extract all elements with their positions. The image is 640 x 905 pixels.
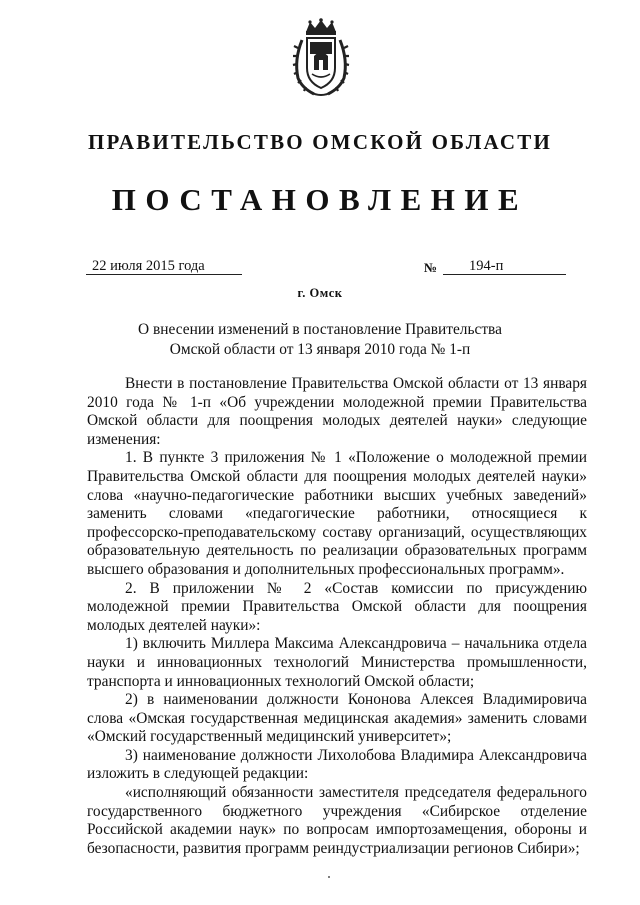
body-paragraph: 2. В приложении № 2 «Состав комиссии по присуждению молодежной премии Правительства Омской области для поощрения молодых деятелей науки»: — [87, 579, 587, 634]
body-paragraph: Внести в постановление Правительства Омской области от 13 января 2010 года № 1-п «Об учреждении молодежной премии Правительства Омской области для поощрения молодых деятелей науки» следующие изменения: — [87, 375, 587, 448]
document-kind: ПОСТАНОВЛЕНИЕ — [111, 182, 529, 217]
document-city: г. Омск — [297, 286, 343, 300]
body-paragraph: 2) в наименовании должности Кононова Алексея Владимировича слова «Омская государственная медицинская академия» заменить словами «Омский государственный медицинский университет»; — [87, 691, 587, 746]
document-number: 194-п — [443, 258, 566, 275]
number-label: № — [424, 260, 438, 275]
document-date: 22 июля 2015 года — [86, 258, 242, 275]
body-paragraph: 3) наименование должности Лихолобова Владимира Александровича изложить в следующей редакции: — [87, 746, 587, 783]
page-mark — [328, 876, 330, 878]
coat-of-arms-icon — [292, 18, 350, 98]
body-paragraph: 1) включить Миллера Максима Александровича – начальника отдела науки и инновационных технологий Министерства промышленности, транспорта и инновационных технологий Омской области; — [87, 635, 587, 690]
government-title: ПРАВИТЕЛЬСТВО ОМСКОЙ ОБЛАСТИ — [87, 130, 552, 154]
body-paragraph: «исполняющий обязанности заместителя председателя федерального государственного бюджетного учреждения «Сибирское отделение Российской академии наук» по вопросам импортозамещения, обороны и безопасности, развития программ реиндустриализации регионов Сибири»; — [87, 784, 587, 857]
subject-line: Омской области от 13 января 2010 года № 1-п — [169, 341, 471, 358]
body-paragraph: 1. В пункте 3 приложения № 1 «Положение о молодежной премии Правительства Омской области для поощрения молодых деятелей науки» слова «научно-педагогические работники высших учебных заведений» заменить словами «педагогические работники, относящиеся к профессорско-преподавательскому составу организаций, осуществляющих образовательную деятельность по реализации образовательных программ высшего образования и дополнительных профессиональных программ». — [87, 449, 587, 578]
document-body — [87, 375, 587, 858]
document-subject — [100, 320, 540, 360]
subject-line: О внесении изменений в постановление Правительства — [138, 321, 502, 338]
